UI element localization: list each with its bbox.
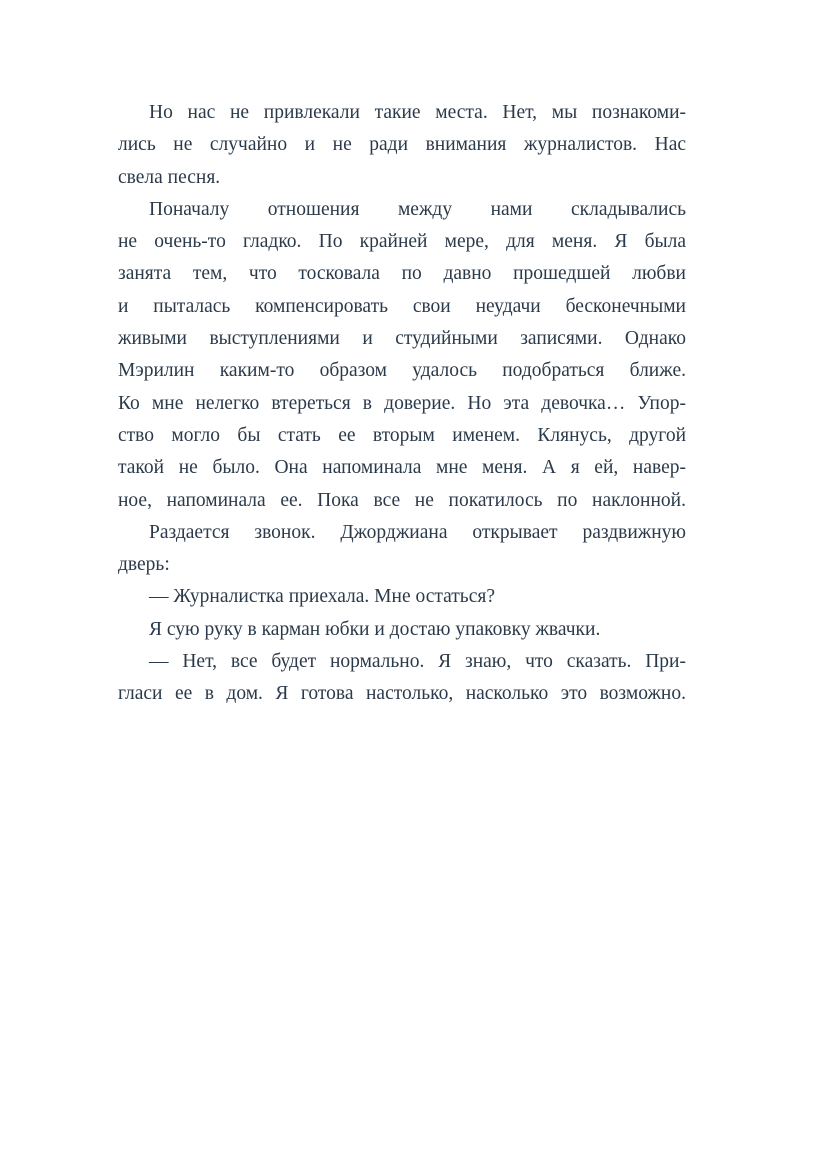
- text-line: и пыталась компенсировать свои неудачи бесконечными: [118, 295, 686, 317]
- text-line: Но нас не привлекали такие места. Нет, мы познакоми-: [149, 102, 686, 123]
- text-line: Раздается звонок. Джорджиана открывает раздвижную: [149, 521, 686, 543]
- text-line: Поначалу отношения между нами складывались: [149, 198, 686, 220]
- text-line: свела песня.: [118, 166, 221, 188]
- text-line: ство могло бы стать ее вторым именем. Клянусь, другой: [118, 424, 686, 446]
- text-line: Мэрилин каким-то образом удалось подобраться ближе.: [118, 360, 686, 382]
- text-line: не очень-то гладко. По крайней мере, для меня. Я была: [118, 231, 686, 253]
- text-line: занята тем, что тосковала по давно прошедшей любви: [118, 263, 686, 285]
- text-line: живыми выступлениями и студийными записями. Однако: [118, 328, 686, 350]
- text-line: — Журналистка приехала. Мне остаться?: [149, 586, 495, 608]
- text-line: лись не случайно и не ради внимания журналистов. Нас: [118, 134, 686, 156]
- body-text: [118, 97, 686, 711]
- text-line: дверь:: [118, 554, 170, 576]
- text-line: Я сую руку в карман юбки и достаю упаковку жвачки.: [149, 618, 601, 640]
- text-line: такой не было. Она напоминала мне меня. А я ей, навер-: [118, 457, 686, 479]
- text-line: гласи ее в дом. Я готова настолько, насколько это возможно.: [118, 683, 686, 705]
- text-line: Ко мне нелегко втереться в доверие. Но эта девочка… Упор-: [118, 392, 686, 414]
- text-line: ное, напоминала ее. Пока все не покатилось по наклонной.: [118, 489, 686, 511]
- text-line: — Нет, все будет нормально. Я знаю, что сказать. При-: [149, 651, 686, 673]
